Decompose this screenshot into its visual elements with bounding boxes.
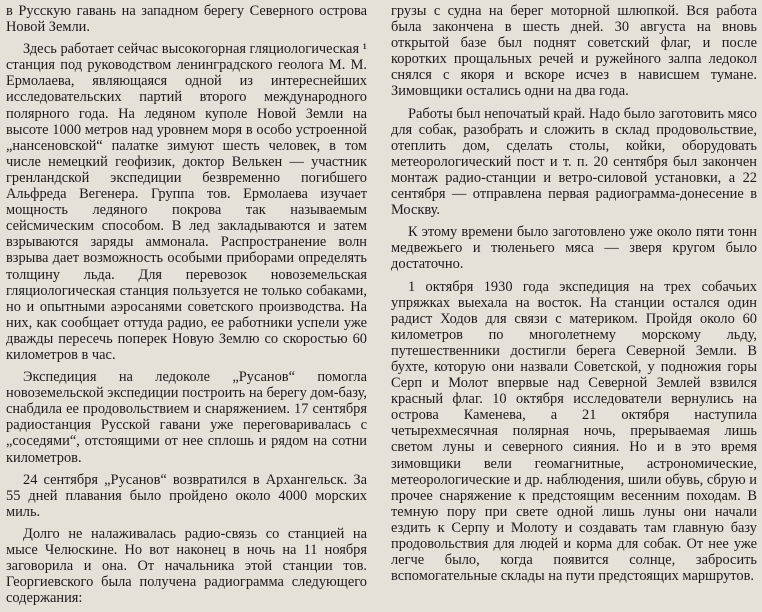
column-gutter [377,0,378,527]
right-paragraph-2: Работы был непочатый край. Надо было заготовить мясо для собак, разобрать и сложить в склад продовольствие, отеплить дом, сделать столы, койки, оборудовать метеорологический пост и т. п. 20 сентября был закончен монтаж радио-станции и ветро-силовой установки, а 22 сентября — отправлена первая радиограмма-донесение в Москву. [391,105,757,219]
left-paragraph-5: Долго не налаживалась радио-связь со станцией на мысе Челюскине. Но вот наконец в ночь на 11 ноября заговорила и она. От начальника этой станции тов. Георгиевского была получена радиограмма следующего содержания: [6,525,367,607]
left-paragraph-2: Здесь работает сейчас высокогорная гляциологическая ¹ станция под руководством ленинградского геолога М. М. Ермолаева, являющаяся одной из интереснейших исследовательских партий второго международного полярного года. На ледяном куполе Новой Земли на высоте 1000 метров над уровнем моря в особо устроенной „нансеновской“ палатке зимуют шесть человек, в том числе немецкий геофизик, доктор Велькен — участник гренландской экспедиции безвременно погибшего Альфреда Вегенера. Группа тов. Ермолаева изучает мощность ледяного покрова так называемым сейсмическим способом. В лед закладываются и затем взрываются заряды аммонала. Распространение волн взрыва дает возможность особыми приборами определять толщину льда. Для перевозок новоземельская гляциологическая станция пользуется не только собаками, но и опытными аэросанями советского производства. На них, как сообщает оттуда радио, ее работники успели уже дважды пересечь поперек Новую Землю со скоростью 60 километров в час. [6,41,367,363]
left-paragraph-1: в Русскую гавань на западном берегу Северного острова Новой Земли. [6,3,367,36]
right-paragraph-3: К этому времени было заготовлено уже около пяти тонн медвежьего и тюленьего мяса — зверя кругом было достаточно. [391,224,757,273]
right-paragraph-4: 1 октября 1930 года экспедиция на трех собачьих упряжках выехала на восток. На станции остался один радист Ходов для связи с материком. Пройдя около 60 километров по многолетнему морскому льду, путешественники достигли берега Северной Земли. В бухте, которую они назвали Советской, у подножия горы Серп и Молот впервые над Северной Землей взвился красный флаг. 10 октября исследователи вернулись на острова Каменева, а 21 октября наступила четырехмесячная полярная ночь, прерываемая лишь светом луны и северного сияния. Но и в это время зимовщики вели геомагнитные, астрономические, метеорологические и др. наблюдения, шили обувь, сбрую и прочее снаряжение к предстоящим весенним походам. В темную пору при свете одной лишь луны они начали ездить к Серпу и Молоту и создавать там главную базу продовольствия для людей и корма для собак. От нее уже легче было, когда появится солнце, забросить вспомогательные склады на пути предстоящих маршрутов. [391,278,757,585]
right-paragraph-1: грузы с судна на берег моторной шлюпкой. Вся работа была закончена в шесть дней. 30 августа на вновь открытой базе был поднят советский флаг, и после коротких прощальных речей и ружейного залпа ледокол снялся с якоря и вскоре исчез в нависшем тумане. Зимовщики остались одни на два года. [391,3,757,100]
right-column [391,3,757,590]
left-column [6,3,367,612]
left-paragraph-3: Экспедиция на ледоколе „Русанов“ помогла новоземельской экспедиции построить на берегу дом-базу, снабдила ее продовольствием и снаряжением. 17 сентября радиостанция Русской гавани уже переговаривалась с „соседями“, отстоящими от нее сплошь и рядом на сотни километров. [6,369,367,466]
left-paragraph-4: 24 сентября „Русанов“ возвратился в Архангельск. За 55 дней плавания было пройдено около 4000 морских миль. [6,471,367,520]
